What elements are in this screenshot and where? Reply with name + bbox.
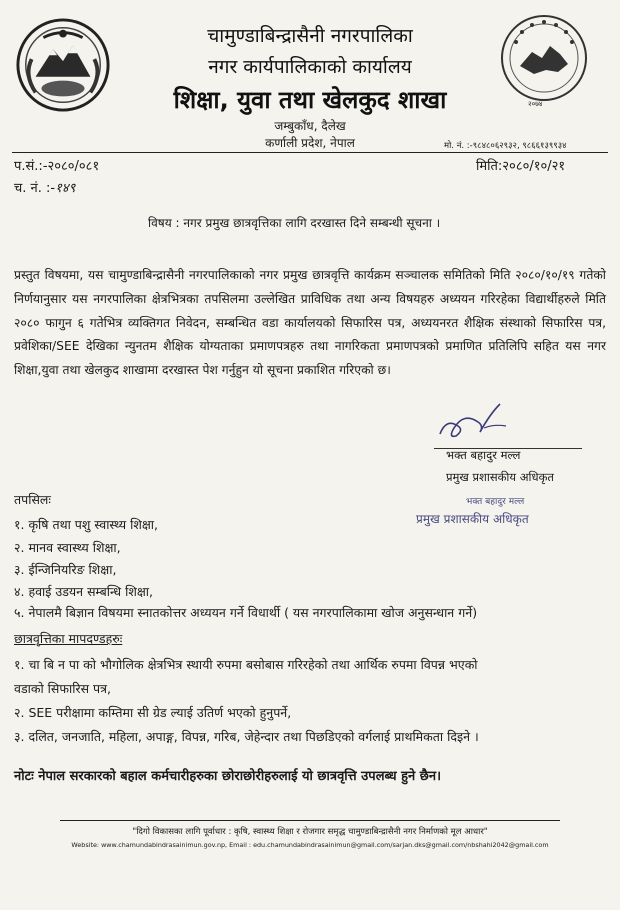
municipality-logo-icon	[498, 12, 590, 112]
criteria-item-1-cont: वडाको सिफारिस पत्र,	[14, 681, 111, 696]
office-name: नगर कार्यपालिकाको कार्यालय	[208, 56, 412, 78]
footer-divider	[60, 820, 560, 821]
phone-numbers: मो. नं. :-९८४८०६२९३२, ९८६६१३९९३४	[444, 141, 567, 151]
note: नोटः नेपाल सरकारको बहाल कर्मचारीहरुका छोराछोरीहरुलाई यो छात्रवृत्ति उपलब्ध हुने छैन।	[14, 769, 442, 784]
nepal-government-emblem-icon	[14, 16, 112, 114]
list-item: २. मानव स्वास्थ्य शिक्षा,	[14, 540, 121, 555]
section-name: शिक्षा, युवा तथा खेलकुद शाखा	[173, 86, 447, 114]
criteria-heading: छात्रवृत्तिका मापदण्डहरुः	[14, 631, 123, 646]
list-item: ४. हवाई उडयन सम्बन्धि शिक्षा,	[14, 584, 154, 599]
subject-line: विषय : नगर प्रमुख छात्रवृत्तिका लागि दरखास्त दिने सम्बन्धी सूचना ।	[148, 216, 441, 230]
details-heading: तपसिलः	[14, 492, 51, 507]
list-item: ५. नेपालमै बिज्ञान विषयमा स्नातकोत्तर अध्ययन गर्ने विधार्थी ( यस नगरपालिकामा खोज अनुसन्धान गर्ने)	[14, 605, 478, 620]
address-line-1: जम्बुकाँध, दैलेख	[274, 119, 346, 133]
patra-sankhya: प.सं.:-२०८०/०८१	[14, 159, 100, 174]
municipality-name: चामुण्डाबिन्द्रासैनी नगरपालिका	[207, 25, 413, 47]
criteria-item-2: २. SEE परीक्षामा कम्तिमा सी ग्रेड ल्याई उतिर्ण भएको हुनुपर्ने,	[14, 705, 292, 720]
signatory-name: भक्त बहादुर मल्ल	[446, 448, 521, 462]
stamp-title: प्रमुख प्रशासकीय अधिकृत	[416, 512, 529, 526]
chalani-label: च. नं. :-	[14, 181, 56, 196]
stamp-name: भक्त बहादुर मल्ल	[466, 497, 525, 507]
chalani-number-row	[14, 178, 75, 196]
chalani-number: १४९	[55, 181, 76, 196]
body-paragraph: प्रस्तुत विषयमा, यस चामुण्डाबिन्द्रासैनी नगरपालिकाको नगर प्रमुख छात्रवृत्ति कार्यक्रम सञ्चालक समितिको मिति २०८०/१०/१९ गतेको निर्णयानुसार यस नगरपालिका क्षेत्रभित्रका तपसिलमा उल्लेखित प्राविधिक तथा अन्य विषयहरु अध्ययन गरिरहेका विद्यार्थीहरुले मिति २०८० फागुन ६ गतेभित्र व्यक्तिगत निवेदन, सम्बन्धित वडा कार्यालयको सिफारिस पत्र, अध्ययनरत शैक्षिक संस्थाको सिफारिस पत्र, प्रवेशिका/SEE देखिका न्युनतम शैक्षिक योग्यताका प्रमाणपत्रहरु तथा नागरिकता प्रमाणपत्रको प्रमाणित प्रतिलिपि सहित यस नगर शिक्षा,युवा तथा खेलकुद शाखामा दरखास्त पेश गर्नुहुन यो सूचना प्रकाशित गरिएको छ।	[14, 268, 606, 378]
list-item: १. कृषि तथा पशु स्वास्थ्य शिक्षा,	[14, 517, 159, 532]
criteria-item-1: १. चा बि न पा को भौगोलिक क्षेत्रभित्र स्थायी रुपमा बसोबास गरिरहेको तथा आर्थिक रुपमा विपन्न भएको	[14, 657, 478, 672]
right-emblem-caption: २०७४	[528, 100, 543, 108]
criteria-item-3: ३. दलित, जनजाति, महिला, अपाङ्ग, विपन्न, गरिब, जेहेन्दार तथा पिछडिएको वर्गलाई प्राथमिकता दिइने ।	[14, 729, 479, 744]
signatory-title: प्रमुख प्रशासकीय अधिकृत	[446, 470, 554, 484]
signature-mark-icon	[434, 398, 512, 442]
footer-slogan: "दिगो विकासका लागि पूर्वाधार : कृषि, स्वास्थ्य शिक्षा र रोजगार समृद्ध चामुण्डाबिन्द्रासैनी नगर निर्माणको मूल आधार"	[132, 827, 488, 837]
list-item: ३. ईन्जिनियरिङ शिक्षा,	[14, 562, 117, 577]
address-line-2: कर्णाली प्रदेश, नेपाल	[265, 136, 355, 150]
letter-date: मिति:२०८०/१०/२१	[476, 159, 566, 174]
footer-contacts: Website: www.chamundabindrasainimun.gov.np, Email : edu.chamundabindrasainimun@gmail.com/sarjan.dks@gmail.com/nbshahi2042@gmail.com	[71, 841, 549, 849]
header-divider	[12, 152, 608, 153]
